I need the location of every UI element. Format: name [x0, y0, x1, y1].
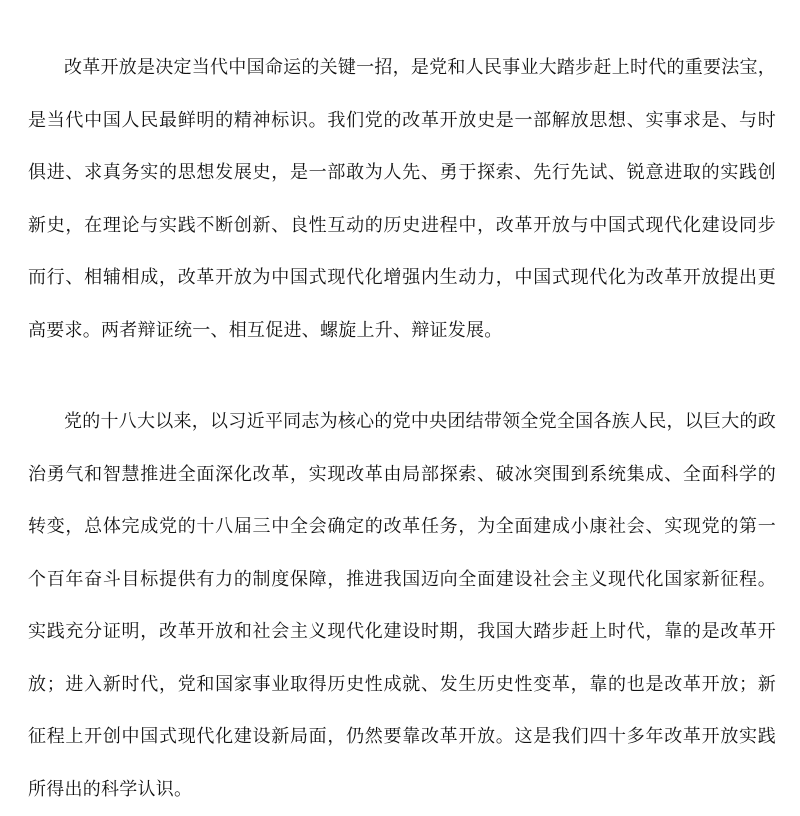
document-body — [28, 42, 776, 816]
paragraph-1: 改革开放是决定当代中国命运的关键一招，是党和人民事业大踏步赶上时代的重要法宝，是当代中国人民最鲜明的精神标识。我们党的改革开放史是一部解放思想、实事求是、与时俱进、求真务实的思想发展史，是一部敢为人先、勇于探索、先行先试、锐意进取的实践创新史，在理论与实践不断创新、良性互动的历史进程中，改革开放与中国式现代化建设同步而行、相辅相成，改革开放为中国式现代化增强内生动力，中国式现代化为改革开放提出更高要求。两者辩证统一、相互促进、螺旋上升、辩证发展。 — [28, 57, 776, 341]
paragraph-2: 党的十八大以来，以习近平同志为核心的党中央团结带领全党全国各族人民，以巨大的政治勇气和智慧推进全面深化改革，实现改革由局部探索、破冰突围到系统集成、全面科学的转变，总体完成党的十八届三中全会确定的改革任务，为全面建成小康社会、实现党的第一个百年奋斗目标提供有力的制度保障，推进我国迈向全面建设社会主义现代化国家新征程。实践充分证明，改革开放和社会主义现代化建设时期，我国大踏步赶上时代，靠的是改革开放；进入新时代，党和国家事业取得历史性成就、发生历史性变革，靠的也是改革开放；新征程上开创中国式现代化建设新局面，仍然要靠改革开放。这是我们四十多年改革开放实践所得出的科学认识。 — [28, 411, 776, 800]
